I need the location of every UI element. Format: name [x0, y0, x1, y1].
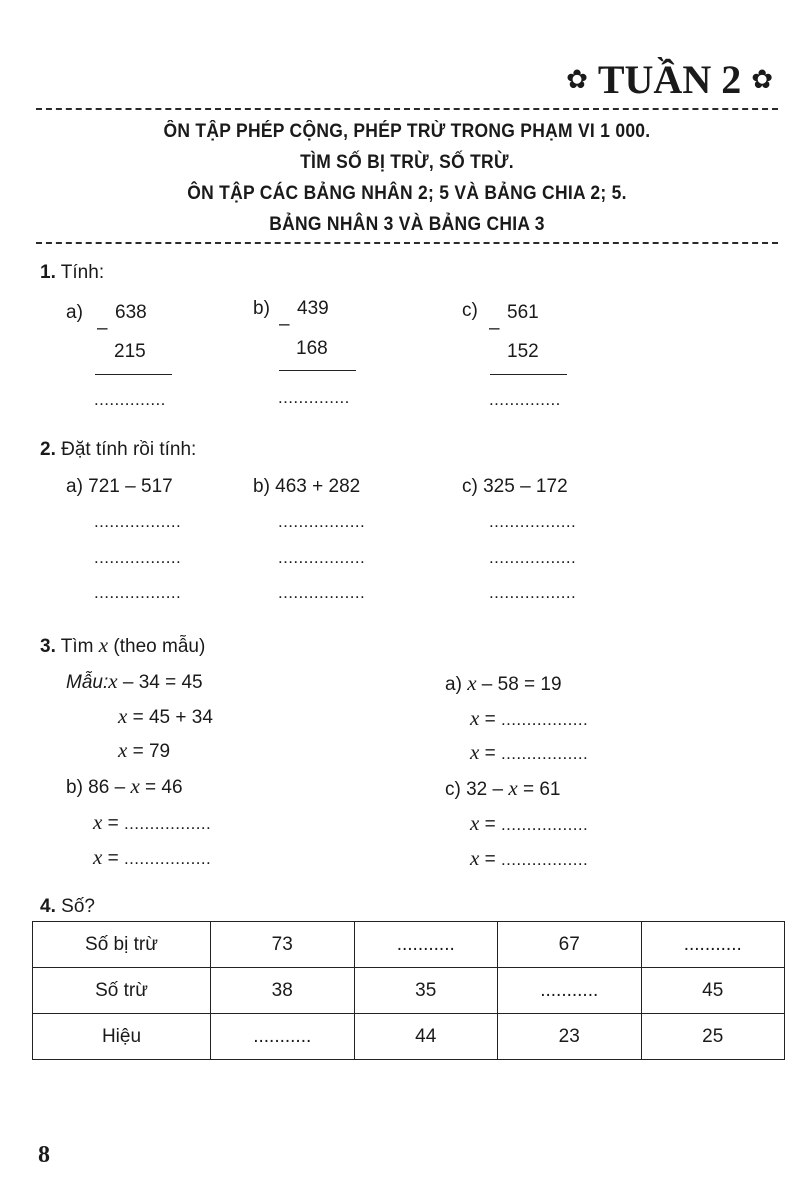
minuend: 638: [115, 302, 147, 323]
subtrahend: 168: [296, 338, 328, 359]
answer-blank[interactable]: .................: [500, 710, 589, 729]
item-label: c): [462, 300, 478, 321]
work-blank[interactable]: .................: [489, 548, 577, 567]
item-label: a): [66, 302, 83, 323]
minuend: 439: [297, 298, 329, 319]
divider: [36, 242, 778, 244]
equation-c: c) 32 – x = 61: [445, 776, 561, 800]
exercise-4-title: 4. Số?: [40, 896, 95, 917]
item-label: b): [253, 298, 270, 319]
answer-line: x = .................: [470, 706, 589, 730]
answer-blank[interactable]: ..............: [278, 388, 350, 407]
subtrahend: 152: [507, 341, 539, 362]
table-cell: 23: [498, 1014, 642, 1060]
table-row: [33, 922, 785, 968]
table-cell: 25: [641, 1014, 785, 1060]
row-label: Số trừ: [33, 968, 211, 1014]
work-blank[interactable]: .................: [278, 512, 366, 531]
answer-line: x = .................: [93, 810, 212, 834]
answer-blank[interactable]: ..............: [489, 390, 561, 409]
row-label: Hiệu: [33, 1014, 211, 1060]
sample-line: x = 45 + 34: [118, 704, 213, 728]
answer-line: x = .................: [470, 740, 589, 764]
work-blank[interactable]: .................: [489, 583, 577, 602]
work-blank[interactable]: .................: [489, 512, 577, 531]
answer-line: x = .................: [470, 846, 589, 870]
expression: a) 721 – 517: [66, 476, 173, 497]
table-cell: 45: [641, 968, 785, 1014]
table-cell: 44: [354, 1014, 498, 1060]
answer-blank[interactable]: ..............: [94, 390, 166, 409]
answer-line: x = .................: [470, 811, 589, 835]
numbers-table: [32, 921, 785, 1060]
answer-line: x = .................: [93, 845, 212, 869]
minus-sign: –: [489, 318, 500, 339]
table-cell[interactable]: ...........: [498, 968, 642, 1014]
sum-line: [279, 370, 356, 371]
lesson-heading: [66, 116, 749, 240]
heading-line: ÔN TẬP CÁC BẢNG NHÂN 2; 5 VÀ BẢNG CHIA 2; 5.: [187, 183, 627, 204]
table-row: [33, 1014, 785, 1060]
subtrahend: 215: [114, 341, 146, 362]
divider: [36, 108, 778, 110]
sample-line: x = 79: [118, 738, 171, 762]
table-cell: 67: [498, 922, 642, 968]
answer-blank[interactable]: .................: [123, 849, 212, 868]
table-cell[interactable]: ...........: [641, 922, 785, 968]
week-label: TUẦN 2: [597, 57, 742, 102]
work-blank[interactable]: .................: [94, 512, 182, 531]
expression: c) 325 – 172: [462, 476, 568, 497]
work-blank[interactable]: .................: [94, 548, 182, 567]
table-cell[interactable]: ...........: [211, 1014, 355, 1060]
sum-line: [490, 374, 567, 375]
flower-icon: ✿: [751, 64, 773, 95]
minus-sign: –: [97, 318, 108, 339]
heading-line: BẢNG NHÂN 3 VÀ BẢNG CHIA 3: [269, 214, 545, 235]
sample-line: Mẫu:x – 34 = 45: [66, 669, 203, 693]
table-row: [33, 968, 785, 1014]
exercise-2-title: 2. Đặt tính rồi tính:: [40, 439, 197, 460]
work-blank[interactable]: .................: [278, 548, 366, 567]
heading-line: TÌM SỐ BỊ TRỪ, SỐ TRỪ.: [300, 152, 514, 173]
week-title: [566, 56, 773, 103]
exercise-3-title: 3. Tìm x (theo mẫu): [40, 633, 206, 657]
exercise-1-title: 1. Tính:: [40, 262, 105, 283]
answer-blank[interactable]: .................: [123, 814, 212, 833]
sum-line: [95, 374, 172, 375]
table-cell: 38: [211, 968, 355, 1014]
minuend: 561: [507, 302, 539, 323]
minus-sign: –: [279, 314, 290, 335]
table-cell: 73: [211, 922, 355, 968]
table-cell: 35: [354, 968, 498, 1014]
expression: b) 463 + 282: [253, 476, 361, 497]
page-number: 8: [38, 1142, 50, 1168]
table-cell[interactable]: ...........: [354, 922, 498, 968]
heading-line: ÔN TẬP PHÉP CỘNG, PHÉP TRỪ TRONG PHẠM VI 1 000.: [163, 121, 651, 142]
flower-icon: ✿: [566, 64, 588, 95]
equation-b: b) 86 – x = 46: [66, 774, 183, 798]
answer-blank[interactable]: .................: [500, 815, 589, 834]
work-blank[interactable]: .................: [94, 583, 182, 602]
equation-a: a) x – 58 = 19: [445, 671, 562, 695]
row-label: Số bị trừ: [33, 922, 211, 968]
answer-blank[interactable]: .................: [500, 744, 589, 763]
answer-blank[interactable]: .................: [500, 850, 589, 869]
work-blank[interactable]: .................: [278, 583, 366, 602]
